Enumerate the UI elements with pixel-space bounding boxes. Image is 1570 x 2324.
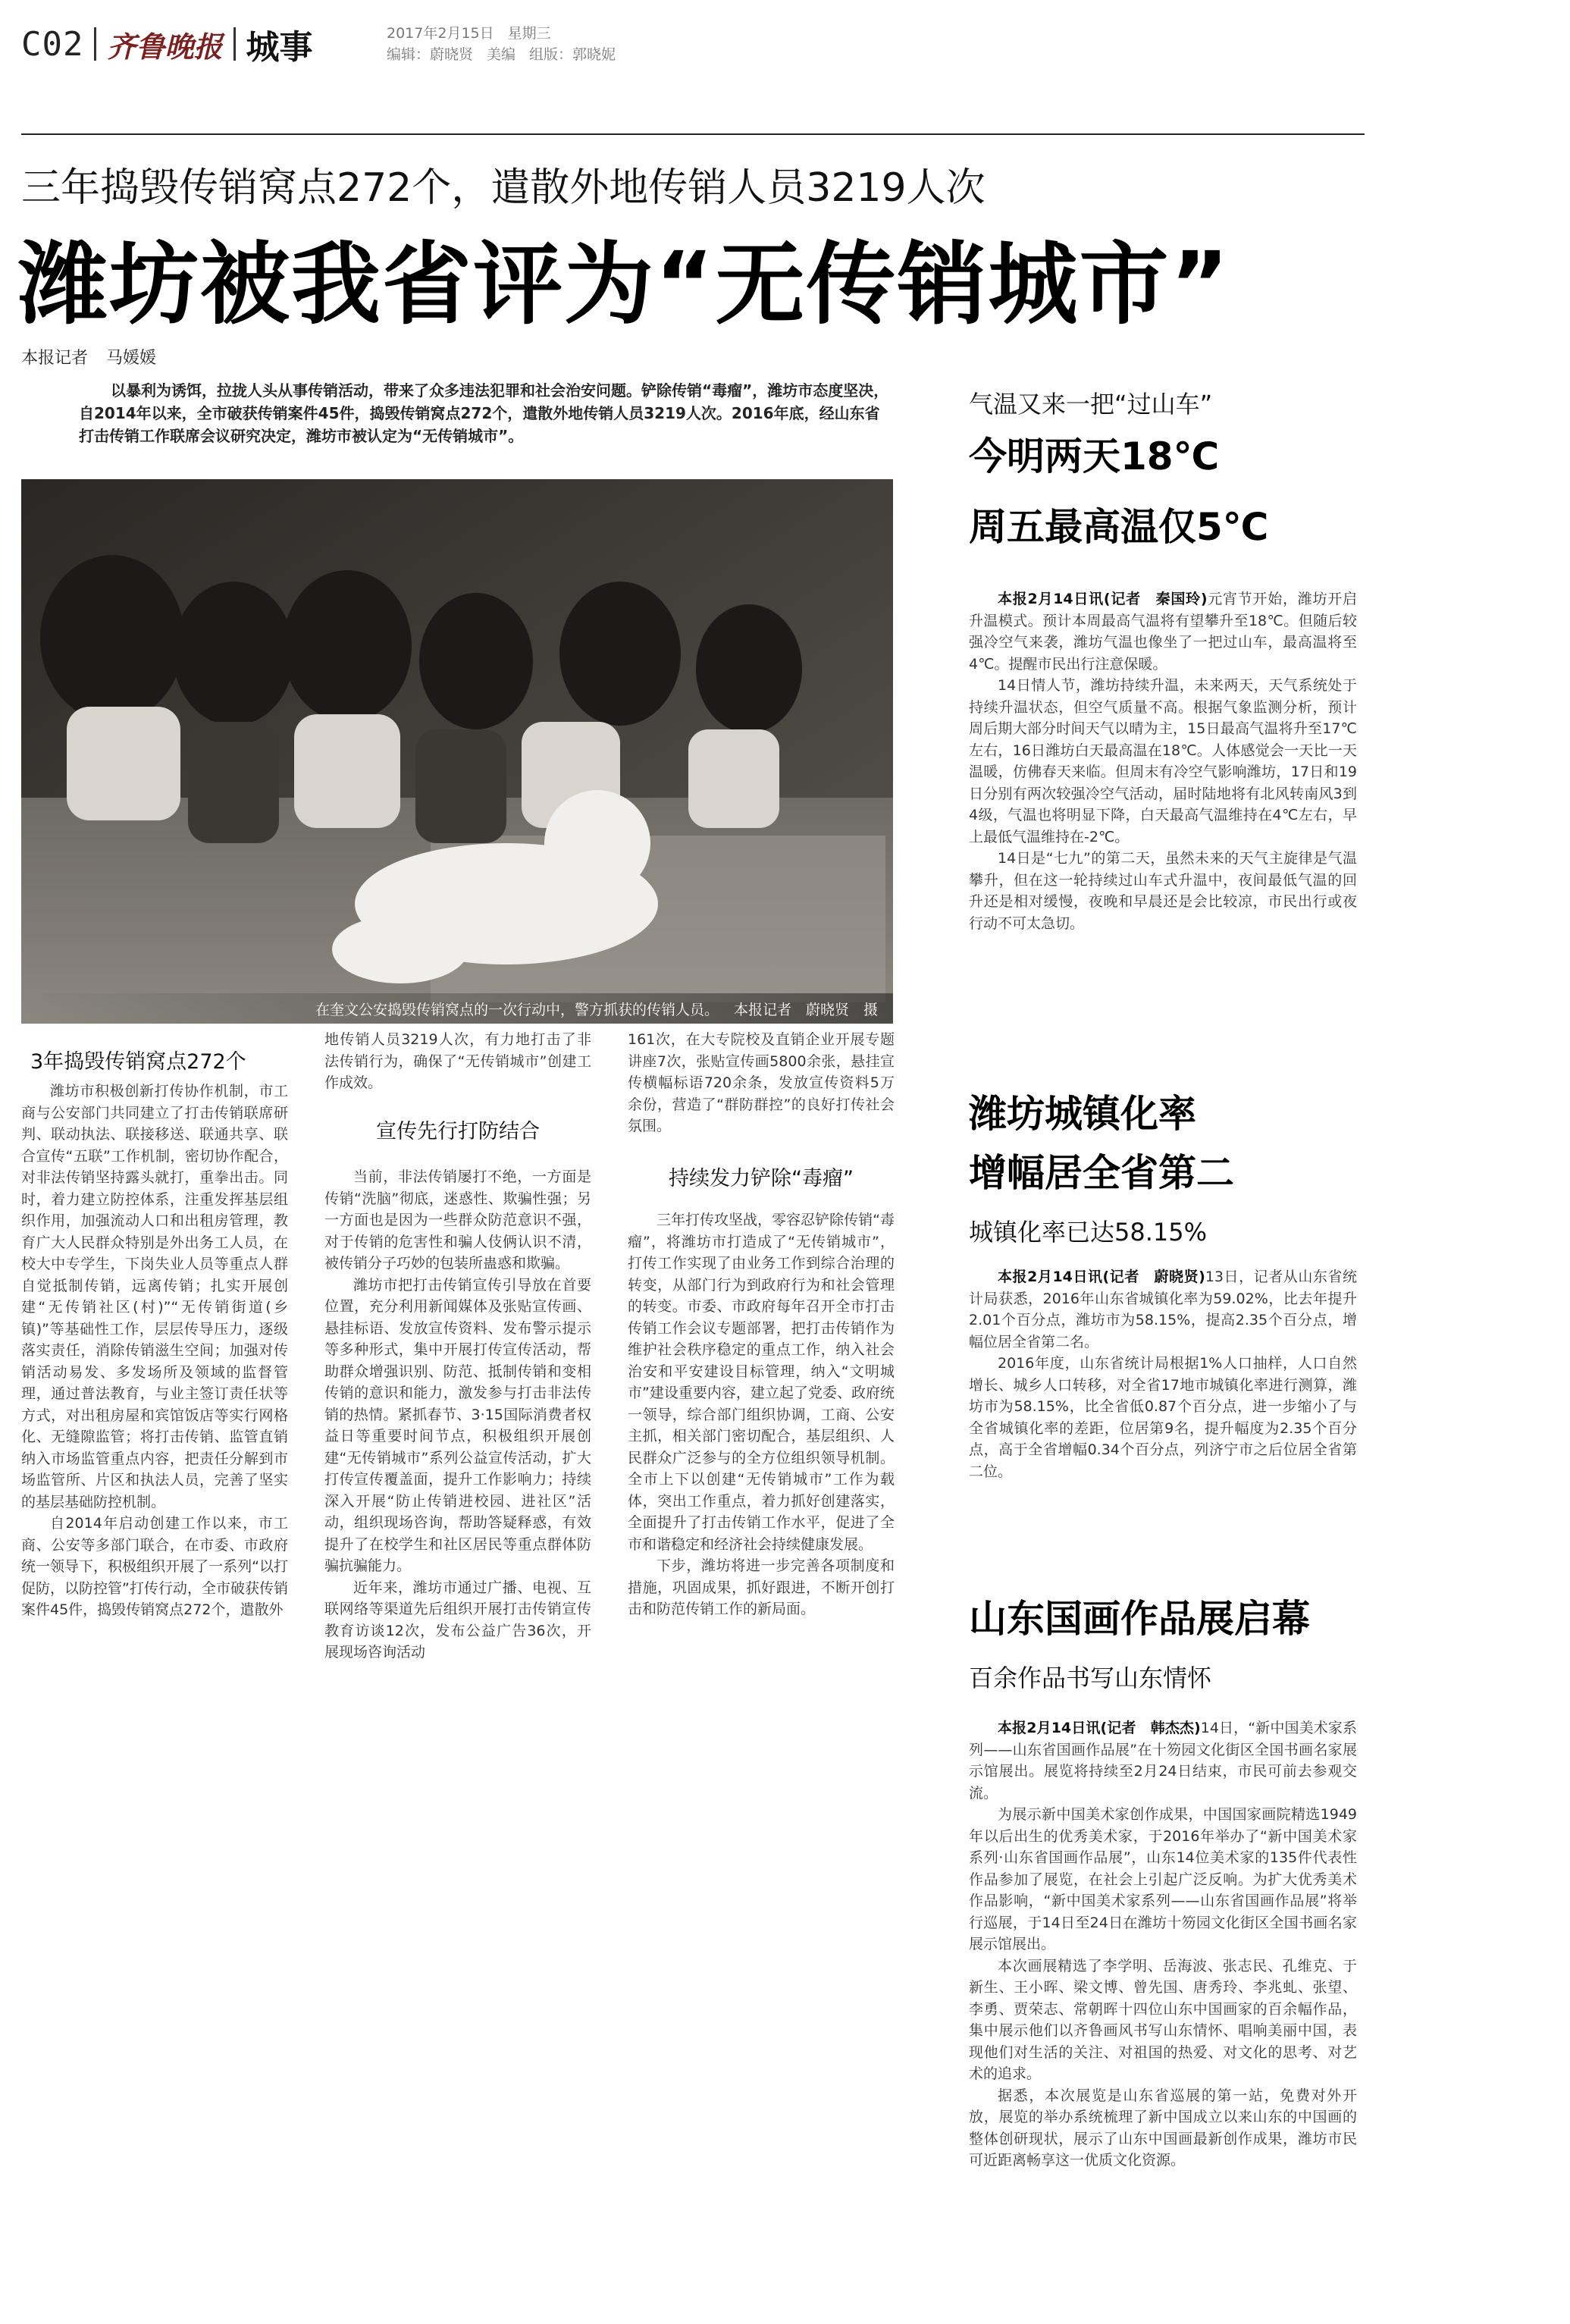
urban-article: [969, 1266, 1357, 1482]
photo-image-icon: [21, 479, 893, 1024]
page-number: C02: [21, 24, 84, 64]
col2-continued: 地传销人员3219人次，有力地打击了非法传销行为，确保了“无传销城市”创建工作成效。: [324, 1031, 591, 1091]
weather-paragraph-1: 元宵节开始，潍坊开启升温模式。预计本周最高气温将有望攀升至18℃。但随后较强冷空气来袭，潍坊气温也像坐了一把过山车，最高温将至4℃。提醒市民出行注意保暖。: [969, 591, 1357, 673]
main-photo: [21, 479, 893, 1024]
urban-headline-2: 增幅居全省第二: [969, 1151, 1234, 1195]
urban-paragraph-1: 13日，记者从山东省统计局获悉，2016年山东省城镇化率为59.02%，比去年提升2.01个百分点，潍坊市为58.15%，提高2.35个百分点，增幅位居全省第二名。: [969, 1269, 1357, 1350]
col2-paragraph-3: 近年来，潍坊市通过广播、电视、互联网络等渠道先后组织开展打击传销宣传教育访谈12次，发布公益广告36次，开展现场咨询活动: [324, 1579, 591, 1661]
photo-caption: [21, 993, 893, 1024]
caption-text: 在奎文公安捣毁传销窝点的一次行动中，警方抓获的传销人员。: [315, 1001, 719, 1018]
layout-credit: 组版：郭晓妮: [529, 46, 616, 63]
col1-paragraph-2: 自2014年启动创建工作以来，市工商、公安等多部门联合，在市委、市政府统一领导下，积极组织开展了一系列“以打促防，以防控管”打传行动，全市破获传销案件45件，捣毁传销窝点272个，遣散外: [21, 1515, 288, 1618]
weather-article: [969, 588, 1357, 934]
main-column-2: [324, 1166, 591, 1664]
col3-paragraph-1: 三年打传攻坚战，零容忍铲除传销“毒瘤”，将潍坊市打造成了“无传销城市”，打传工作实现了由业务工作到综合治理的转变，从部门行为到政府行为和社会管理的转变。市委、市政府每年召开全市打击传销工作会议专题部署，把打击传销作为维护社会秩序稳定的重点工作，纳入社会治安和平安建设目标管理，纳入“文明城市”建设重要内容，建立起了党委、政府统一领导，综合部门组织协调，工商、公安主抓，相关部门密切配合，基层组织、人民群众广泛参与的全方位组织领导机制。全市上下以创建“无传销城市”工作为载体，突出工作重点，着力抓好创建落实，全面提升了打击传销工作水平，促进了全市和谐稳定和经济社会持续健康发展。: [628, 1212, 895, 1553]
col3-paragraph-2: 下步，潍坊将进一步完善各项制度和措施，巩固成果，抓好跟进，不断开创打击和防范传销工作的新局面。: [628, 1557, 895, 1617]
issue-date: 2017年2月15日: [387, 25, 494, 42]
main-column-3: [628, 1209, 895, 1620]
urban-headline-1: 潍坊城镇化率: [969, 1092, 1196, 1136]
editor-credit: 编辑：蔚晓贤: [387, 46, 474, 63]
header-divider: [233, 27, 236, 61]
main-subtitle: 三年捣毁传销窝点272个，遣散外地传销人员3219人次: [21, 165, 986, 211]
main-title: 潍坊被我省评为“无传销城市”: [18, 232, 1231, 337]
art-article: [969, 1717, 1357, 2172]
urban-dateline: 本报2月14日讯(记者 蔚晓贤): [998, 1269, 1205, 1285]
main-column-3-top: [628, 1029, 895, 1137]
main-byline: [21, 345, 156, 369]
art-paragraph-1: 14日，“新中国美术家系列——山东省国画作品展”在十笏园文化街区全国书画名家展示馆展出。展览将持续至2月24日结束，市民可前去参观交流。: [969, 1720, 1357, 1802]
main-column-2-top: [324, 1029, 591, 1094]
col2-subhead: 宣传先行打防结合: [376, 1120, 540, 1143]
caption-credit: 本报记者 蔚晓贤 摄: [733, 1001, 878, 1018]
weather-dateline: 本报2月14日讯(记者 秦国玲): [998, 591, 1208, 607]
header-meta: [387, 23, 629, 65]
section-name: 城事: [246, 28, 313, 67]
byline-role: 本报记者: [21, 349, 89, 368]
header-rule: [21, 133, 1365, 135]
main-lead: 以暴利为诱饵，拉拢人头从事传销活动，带来了众多违法犯罪和社会治安问题。铲除传销“毒瘤”，潍坊市态度坚决，自2014年以来，全市破获传销案件45件，捣毁传销窝点272个，遣散外地传销人员3219人次。2016年底，经山东省打击传销工作联席会议研究决定，潍坊市被认定为“无传销城市”。: [79, 381, 889, 445]
art-credit: 美编: [487, 46, 516, 63]
weather-paragraph-3: 14日是“七九”的第二天，虽然未来的天气主旋律是气温攀升，但在这一轮持续过山车式升温中，夜间最低气温的回升还是相对缓慢，夜晚和早晨还是会比较凉，市民出行或夜行动不可太急切。: [969, 850, 1357, 932]
weather-headline-2: 周五最高温仅5℃: [969, 505, 1269, 549]
art-deck: 百余作品书写山东情怀: [969, 1664, 1212, 1692]
art-paragraph-2: 为展示新中国美术家创作成果，中国国家画院精选1949年以后出生的优秀美术家，于2016年举办了“新中国美术家系列·山东省国画作品展”，山东14位美术家的135件代表性作品参加了展览，在社会上引起广泛反响。为扩大优秀美术作品影响，“新中国美术家系列——山东省国画作品展”将举行巡展，于14日至24日在潍坊十笏园文化街区全国书画名家展示馆展出。: [969, 1806, 1357, 1952]
urban-deck: 城镇化率已达58.15%: [969, 1218, 1208, 1247]
issue-weekday: 星期三: [507, 25, 551, 42]
col1-paragraph-1: 潍坊市积极创新打传协作机制，市工商与公安部门共同建立了打击传销联席研判、联动执法、联接移送、联通共享、联合宣传“五联”工作机制，密切协作配合，对非法传销坚持露头就打，重拳出击。同时，着力建立防控体系，注重发挥基层组织作用，加强流动人口和出租房管理，教育广大人民群众特别是外出务工人员，在校大中专学生，下岗失业人员等重点人群自觉抵制传销，远离传销；扎实开展创建“无传销社区(村)”“无传销街道(乡镇)”等基础性工作，层层传导压力，逐级落实责任，消除传销滋生空间；加强对传销活动易发、多发场所及领域的监督管理，通过普法教育，与业主签订责任状等方式，对出租房屋和宾馆饭店等实行网格化、无缝隙监管；将打击传销、监管直销纳入市场监管重点内容，把责任分解到市场监管所、片区和执法人员，完善了坚实的基层基础防控机制。: [21, 1083, 288, 1510]
weather-kicker: 气温又来一把“过山车”: [969, 390, 1213, 419]
byline-name: 马媛媛: [106, 349, 157, 368]
newspaper-logo: 齐鲁晚报: [107, 29, 223, 64]
page-header: [21, 21, 313, 67]
col3-continued: 161次，在大专院校及直销企业开展专题讲座7次，张贴宣传画5800余张，悬挂宣传横幅标语720余条，发放宣传资料5万余份，营造了“群防群控”的良好打传社会氛围。: [628, 1031, 895, 1134]
header-divider: [94, 27, 96, 61]
col3-subhead: 持续发力铲除“毒瘤”: [669, 1167, 854, 1190]
art-paragraph-4: 据悉，本次展览是山东省巡展的第一站，免费对外开放，展览的举办系统梳理了新中国成立以来山东的中国画的整体创研现状，展示了山东中国画最新创作成果，潍坊市民可近距离畅享这一优质文化资源。: [969, 2087, 1357, 2169]
col2-paragraph-2: 潍坊市把打击传销宣传引导放在首要位置，充分利用新闻媒体及张贴宣传画、悬挂标语、发放宣传资料、发布警示提示等多种形式，集中开展打传宣传活动，帮助群众增强识别、防范、抵制传销和变相传销的意识和能力，激发参与打击非法传销的热情。紧抓春节、3·15国际消费者权益日等重要时间节点，积极组织开展创建“无传销城市”系列公益宣传活动，扩大打传宣传覆盖面，提升工作影响力；持续深入开展“防止传销进校园、进社区”活动，组织现场咨询，帮助答疑释惑，有效提升了在校学生和社区居民等重点群体防骗抗骗能力。: [324, 1276, 591, 1574]
urban-paragraph-2: 2016年度，山东省统计局根据1%人口抽样，人口自然增长、城乡人口转移，对全省17地市城镇化率进行测算，潍坊市为58.15%，比全省低0.87个百分点，进一步缩小了与全省城镇化率的差距，位居第9名，提升幅度为2.35个百分点，高于全省增幅0.34个百分点，列济宁市之后位居全省第二位。: [969, 1355, 1357, 1480]
main-column-1: [21, 1080, 288, 1621]
weather-paragraph-2: 14日情人节，潍坊持续升温，未来两天，天气系统处于持续升温状态，但空气质量不高。根据气象监测分析，预计周后期大部分时间天气以晴为主，15日最高气温将升至17℃左右，16日潍坊白天最高温在18℃。人体感觉会一天比一天温暖，仿佛春天来临。但周末有冷空气影响潍坊，17日和19日分别有两次较强冷空气活动，届时陆地将有北风转南风3到4级，气温也将明显下降，白天最高气温维持在4℃左右，早上最低气温维持在-2℃。: [969, 677, 1357, 845]
col2-paragraph-1: 当前，非法传销屡打不绝，一方面是传销“洗脑”彻底，迷惑性、欺骗性强；另一方面也是因为一些群众防范意识不强，对于传销的危害性和骗人伎俩认识不清，被传销分子巧妙的包装所蛊惑和欺骗。: [324, 1168, 591, 1272]
col1-subhead: 3年捣毁传销窝点272个: [30, 1050, 246, 1074]
art-headline: 山东国画作品展启幕: [969, 1597, 1310, 1641]
art-paragraph-3: 本次画展精选了李学明、岳海波、张志民、孔维克、于新生、王小晖、梁文博、曾先国、唐秀玲、李兆虬、张望、李勇、贾荣志、常朝晖十四位山东中国画家的百余幅作品，集中展示他们以齐鲁画风书写山东情怀、唱响美丽中国，表现他们对生活的关注、对祖国的热爱、对文化的思考、对艺术的追求。: [969, 1957, 1357, 2082]
art-dateline: 本报2月14日讯(记者 韩杰杰): [998, 1720, 1201, 1736]
weather-headline-1: 今明两天18℃: [969, 434, 1220, 478]
